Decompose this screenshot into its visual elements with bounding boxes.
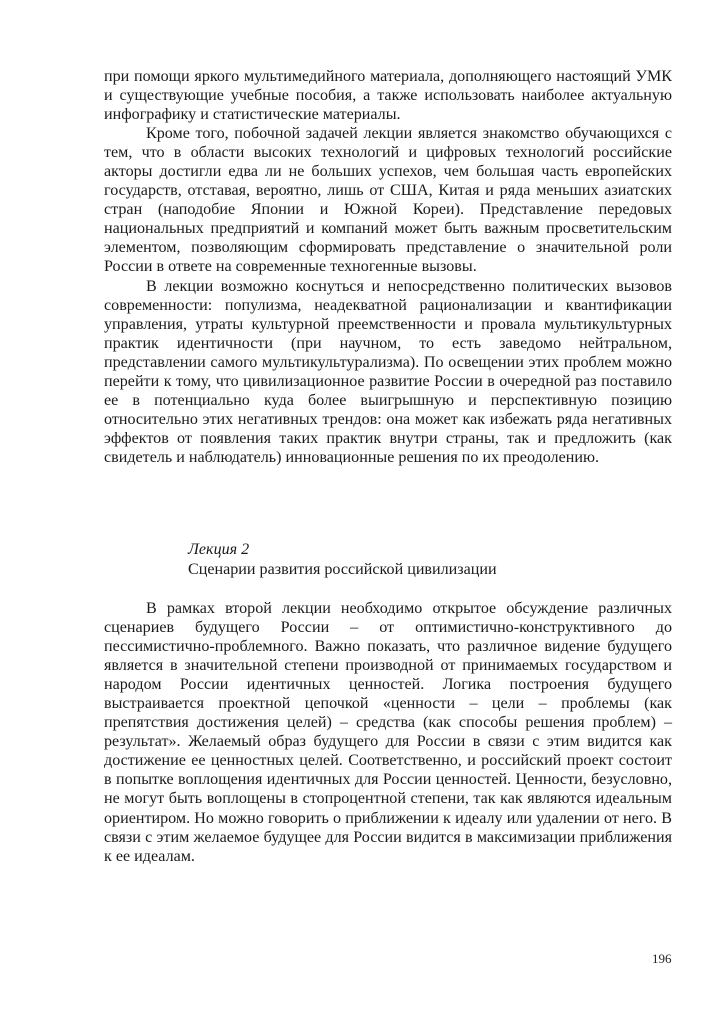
lecture-label: Лекция 2 [188,541,250,558]
page-number: 196 [652,951,672,966]
paragraph-scenarios: В рамках второй лекции необходимо открытое обсуждение различных сценариев будущего России – от оптимистично-конструктивного до пессимистично-проблемного. Важно показать, что различное видение будущего является в значительной степени производной от принимаемых государством и народом России идентичных ценностей. Логика построения будущего выстраивается проектной цепочкой «ценности – цели – проблемы (как препятствия достижения целей) – средства (как способы решения проблем) – результат». Желаемый образ будущего для России в связи с этим видится как достижение ее ценностных целей. Соответственно, и российский проект состоит в попытке воплощения идентичных для России ценностей. Ценности, безусловно, не могут быть воплощены в стопроцентной степени, так как являются идеальным ориентиром. Но можно говорить о приближении к идеалу или удалении от него. В связи с этим желаемое будущее для России видится в максимизации приближения к ее идеалам. [104,600,672,865]
paragraph-side-task: Кроме того, побочной задачей лекции является знакомство обучающихся с тем, что в области высоких технологий и цифровых технологий российские акторы достигли едва ли не больших успехов, чем большая часть европейских государств, отставая, вероятно, лишь от США, Китая и ряда меньших азиатских стран (наподобие Японии и Южной Кореи). Представление передовых национальных предприятий и компаний может быть важным просветительским элементом, позволяющим сформировать представление о значительной роли России в ответе на современные техногенные вызовы. [104,125,672,276]
lecture-heading [104,540,672,579]
paragraph-political-challenges: В лекции возможно коснуться и непосредственно политических вызовов современности: популизма, неадекватной рационализации и квантификации управления, утраты культурной преемственности и провала мультикультурных практик идентичности (при научном, то есть заведомо нейтральном, представлении самого мультикультурализма). По освещении этих проблем можно перейти к тому, что цивилизационное развитие России в очередной раз поставило ее в потенциально куда более выигрышную и перспективную позицию относительно этих негативных трендов: она может как избежать ряда негативных эффектов от появления таких практик внутри страны, так и предложить (как свидетель и наблюдатель) инновационные решения по их преодолению. [104,277,672,466]
lecture-title: Сценарии развития российской цивилизации [188,560,497,578]
top-text-block [104,67,672,467]
paragraph-continuation: при помощи яркого мультимедийного материала, дополняющего настоящий УМК и существующие учебные пособия, а также использовать наиболее актуальную инфографику и статистические материалы. [104,68,672,124]
bottom-text-block [104,599,672,866]
